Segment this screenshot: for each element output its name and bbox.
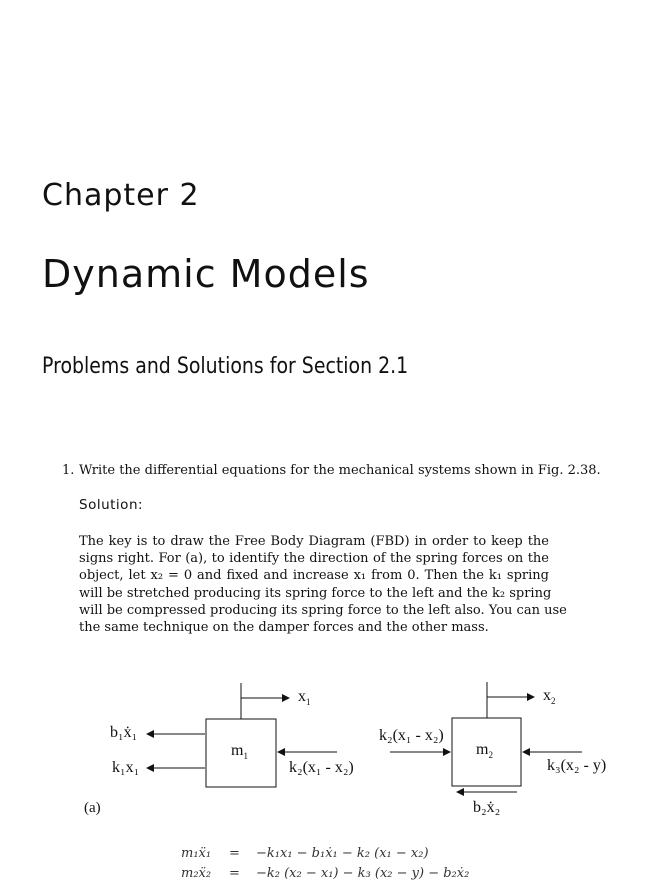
equation-1-equals: = [229,846,240,861]
paragraph-line: The key is to draw the Free Body Diagram (FBD) in order to keep the [79,534,549,549]
equation-1-rhs: −k₁x₁ − b₁ẋ₁ − k₂ (x₁ − x₂) [256,846,429,861]
equation-1-lhs: m₁ẍ₁ [181,846,212,861]
mass1-label: $m_1$ [231,742,248,762]
equation-2-equals: = [229,866,240,881]
paragraph-line: will be stretched producing its spring force to the left and the k₂ spring [79,585,552,601]
mass2-label: $m_2$ [476,741,493,761]
k2-m2-label: k₂(x₁ - x₂) [379,727,444,744]
section-title: Problems and Solutions for Section 2.1 [42,354,409,379]
paragraph-line: will be compressed producing its spring force to the left also. You can use [79,602,567,618]
k3-label: k₃(x₂ - y) [547,757,607,774]
x1-label: $x_1$ [298,688,311,708]
paragraph-line: signs right. For (a), to identify the direction of the spring forces on the [79,551,549,567]
b2x2-label: b₂ẋ₂ [473,799,501,816]
chapter-title: Dynamic Models [42,252,370,296]
b1x1-label: b₁ẋ₁ [110,724,138,741]
x2-label: $x_2$ [543,687,556,707]
k1x1-label: k₁x₁ [112,759,140,776]
paragraph-line: object, let x₂ = 0 and fixed and increase x₁ from 0. Then the k₁ spring [79,568,549,584]
equation-2-rhs: −k₂ (x₂ − x₁) − k₃ (x₂ − y) − b₂ẋ₂ [256,866,470,881]
solution-label: Solution: [79,497,144,513]
problem-number: 1. [62,463,75,478]
k2-m1-label: k₂(x₁ - x₂) [289,759,354,776]
equation-2-lhs: m₂ẍ₂ [181,866,212,881]
paragraph-line: the same technique on the damper forces and the other mass. [79,620,489,636]
figure-caption: (a) [84,800,101,816]
chapter-label: Chapter 2 [42,178,200,213]
problem-statement: Write the differential equations for the mechanical systems shown in Fig. 2.38. [79,463,601,478]
